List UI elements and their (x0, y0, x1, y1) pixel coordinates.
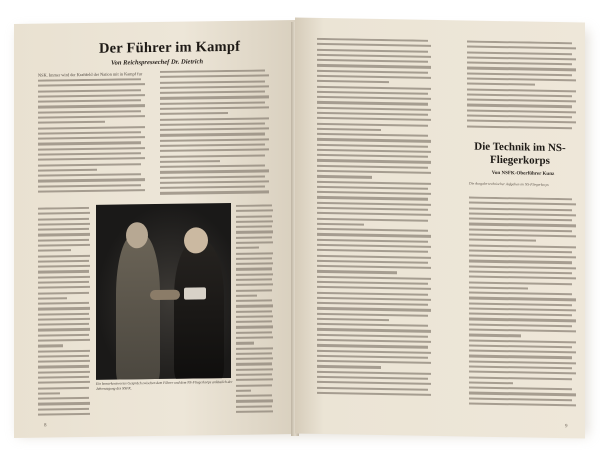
text-line (469, 323, 572, 327)
text-line (317, 112, 428, 116)
text-line (38, 365, 89, 368)
text-line (236, 321, 272, 324)
text-line (236, 400, 273, 403)
text-line (317, 170, 431, 174)
text-line (236, 373, 272, 376)
text-line (236, 215, 272, 218)
text-line (38, 152, 141, 156)
text-line (38, 328, 90, 331)
text-line (317, 307, 431, 311)
text-line (317, 297, 431, 301)
text-line (160, 85, 269, 89)
text-line (236, 268, 272, 271)
text-line (236, 394, 272, 397)
text-line (317, 291, 428, 295)
text-line (38, 313, 89, 316)
text-line (317, 228, 428, 232)
text-line (38, 260, 89, 263)
text-line (317, 223, 364, 226)
text-line (317, 143, 428, 147)
text-line (317, 365, 381, 368)
text-line (469, 381, 513, 384)
text-line (317, 276, 431, 280)
text-line (467, 109, 576, 113)
text-line (236, 310, 272, 313)
text-line (38, 169, 97, 172)
handshake (150, 290, 180, 300)
text-line (467, 56, 576, 60)
text-line (236, 284, 273, 287)
text-line (469, 334, 521, 337)
page-number-right: 9 (565, 424, 568, 430)
text-line (469, 270, 572, 274)
text-line (317, 302, 428, 306)
text-line (317, 159, 431, 163)
text-line (160, 180, 269, 184)
text-line (160, 143, 265, 147)
text-line (38, 270, 89, 273)
text-line (38, 360, 90, 363)
text-line (160, 112, 228, 115)
text-line (38, 286, 90, 289)
text-line (236, 231, 273, 234)
text-line (317, 344, 428, 348)
text-line (469, 239, 536, 242)
text-line (236, 278, 272, 281)
text-line (317, 149, 431, 153)
text-line (467, 88, 576, 92)
text-column-4-lower (469, 197, 579, 423)
text-line (317, 207, 428, 211)
text-line (317, 249, 428, 253)
text-line (160, 170, 269, 174)
text-line (38, 392, 60, 394)
text-line (317, 154, 428, 158)
text-line (38, 381, 90, 384)
text-line (317, 191, 431, 195)
text-line (317, 180, 431, 184)
text-line (38, 126, 145, 130)
text-line (467, 62, 572, 66)
figure-left (116, 234, 160, 380)
text-line (317, 128, 381, 131)
text-line (160, 175, 265, 179)
text-line (236, 368, 273, 371)
text-line (467, 46, 576, 50)
text-line (38, 402, 90, 405)
text-line (317, 75, 431, 79)
text-line (38, 297, 67, 300)
text-line (317, 386, 428, 390)
text-line (38, 78, 141, 82)
text-line (467, 114, 572, 118)
text-line (469, 281, 572, 285)
text-line (469, 228, 572, 232)
text-line (317, 233, 431, 237)
text-line (38, 413, 90, 416)
text-line (160, 96, 269, 100)
text-line (38, 136, 145, 140)
text-line (38, 94, 145, 98)
text-line (467, 104, 572, 108)
text-line (38, 207, 89, 210)
text-column-1-lower (38, 207, 92, 430)
text-line (317, 107, 431, 111)
text-line (469, 366, 572, 370)
text-line (469, 360, 576, 364)
text-line (317, 64, 431, 68)
article-intro-right: Die Ausgabe technischer Aufgaben im NS-Fliegerkorps (469, 181, 549, 187)
text-line (38, 223, 90, 226)
text-line (160, 133, 265, 137)
text-line (236, 358, 273, 361)
text-line (317, 260, 428, 264)
text-line (317, 392, 431, 396)
text-line (469, 212, 576, 216)
text-line (317, 38, 428, 42)
text-column-4-upper (467, 40, 579, 134)
text-line (317, 54, 431, 58)
text-line (317, 43, 431, 47)
photograph (96, 203, 231, 380)
right-page (295, 17, 585, 438)
text-line (467, 125, 572, 129)
text-line (38, 265, 90, 268)
text-line (469, 223, 576, 227)
text-line (469, 297, 576, 301)
text-column-1 (38, 78, 148, 204)
text-line (317, 381, 431, 385)
text-line (317, 202, 431, 206)
text-line (236, 252, 273, 255)
text-line (317, 133, 428, 137)
text-line (160, 75, 269, 79)
text-line (467, 120, 576, 124)
text-line (236, 315, 273, 318)
text-line (317, 212, 431, 216)
text-line (469, 276, 576, 280)
text-line (467, 83, 535, 86)
text-line (38, 89, 141, 93)
text-line (317, 254, 431, 258)
text-line (38, 244, 90, 247)
text-line (317, 59, 428, 63)
text-line (38, 249, 71, 252)
text-line (469, 329, 576, 333)
text-line (38, 178, 145, 182)
text-line (160, 122, 265, 126)
text-line (160, 165, 265, 169)
text-line (469, 265, 576, 269)
text-line (38, 212, 90, 215)
text-line (317, 91, 428, 95)
text-line (317, 186, 428, 190)
text-line (236, 247, 259, 250)
text-line (469, 202, 576, 206)
text-line (469, 339, 576, 343)
lead-line: NSK. Immer wird der Kraftfeld der Nation mit in Kampf fur (38, 71, 143, 78)
text-line (469, 318, 576, 322)
text-line (317, 270, 397, 274)
text-line (236, 225, 272, 228)
text-line (38, 291, 89, 294)
text-line (236, 384, 272, 387)
text-line (38, 233, 90, 236)
text-line (469, 197, 572, 201)
text-line (469, 249, 572, 253)
text-line (236, 410, 273, 413)
text-line (236, 405, 272, 408)
text-line (160, 128, 269, 132)
text-line (38, 349, 90, 352)
text-line (38, 302, 89, 305)
text-line (236, 363, 272, 366)
text-line (38, 355, 89, 358)
text-line (317, 281, 428, 285)
text-line (467, 99, 576, 103)
text-line (38, 254, 90, 257)
article-title-right: Die Technik im NS-Fliegerkorps (474, 140, 566, 167)
text-line (38, 276, 90, 279)
text-line (160, 91, 265, 95)
text-line (467, 77, 576, 81)
text-line (469, 260, 572, 264)
text-line (317, 48, 428, 52)
text-line (236, 305, 273, 308)
text-line (38, 163, 141, 167)
text-column-2-lower (236, 204, 274, 427)
text-column-3 (317, 38, 435, 420)
text-line (38, 397, 89, 400)
text-line (236, 220, 273, 223)
text-line (38, 228, 89, 231)
text-line (38, 115, 145, 119)
text-line (236, 204, 272, 207)
text-line (38, 189, 145, 193)
text-line (317, 122, 428, 126)
text-line (317, 70, 428, 74)
text-line (160, 191, 269, 195)
text-line (317, 328, 431, 332)
text-line (236, 262, 273, 265)
text-line (317, 334, 428, 338)
text-line (38, 105, 145, 109)
text-line (317, 96, 431, 100)
article-byline-right: Von NSFK-Oberführer Kunz (491, 170, 555, 177)
text-line (469, 233, 576, 237)
text-line (467, 51, 572, 55)
text-line (467, 72, 572, 76)
text-line (317, 239, 428, 243)
text-line (469, 387, 572, 391)
text-line (236, 273, 273, 276)
text-line (469, 307, 576, 311)
text-line (236, 257, 272, 260)
text-line (469, 255, 576, 259)
text-line (236, 336, 273, 339)
text-line (467, 93, 572, 97)
text-line (236, 342, 254, 344)
text-line (38, 386, 89, 389)
text-line (236, 210, 273, 213)
text-line (38, 339, 90, 342)
text-line (38, 142, 141, 146)
text-line (317, 117, 431, 121)
text-line (469, 350, 576, 354)
text-line (469, 292, 572, 296)
text-line (469, 397, 572, 401)
text-line (469, 402, 576, 406)
text-line (317, 318, 389, 321)
text-line (467, 67, 576, 71)
text-line (38, 334, 89, 337)
text-line (317, 360, 431, 364)
text-line (38, 99, 141, 103)
text-line (317, 244, 431, 248)
text-line (160, 80, 265, 84)
text-line (160, 69, 265, 73)
article-title-left: Der Führer im Kampf (99, 38, 241, 57)
text-line (317, 165, 428, 169)
text-line (38, 131, 141, 135)
text-line (236, 379, 273, 382)
text-line (38, 110, 141, 114)
text-line (38, 307, 90, 310)
text-line (317, 265, 431, 269)
text-line (317, 312, 428, 316)
text-line (236, 347, 273, 350)
text-line (236, 390, 251, 392)
text-line (38, 318, 90, 321)
text-line (160, 149, 269, 153)
text-line (317, 196, 428, 200)
text-line (317, 85, 431, 89)
text-line (236, 236, 272, 239)
figure-right (174, 241, 224, 380)
article-byline-left: Von Reichspressechef Dr. Dietrich (111, 58, 204, 67)
figure-left-head (126, 222, 148, 248)
text-line (469, 344, 572, 348)
text-line (160, 138, 269, 142)
text-line (38, 83, 145, 87)
text-line (38, 281, 89, 284)
text-line (469, 302, 572, 306)
armband (184, 287, 206, 299)
text-line (38, 323, 89, 326)
text-line (317, 339, 431, 343)
text-line (38, 121, 105, 124)
text-line (317, 286, 431, 290)
text-line (317, 175, 372, 178)
text-line (38, 147, 145, 151)
text-line (469, 371, 576, 375)
text-line (469, 392, 576, 396)
text-line (160, 160, 220, 163)
text-line (469, 313, 572, 317)
text-line (317, 371, 431, 375)
text-line (38, 157, 145, 161)
text-line (236, 289, 272, 292)
page-number-left: 8 (44, 423, 47, 429)
text-line (317, 217, 428, 221)
text-line (317, 138, 431, 142)
text-line (38, 408, 89, 411)
text-line (236, 241, 273, 244)
photo-caption: Ein bemerkenswertes Gespräch zwischen dem Führer und dem NS-Fliegerkorps anlässlich der Jahrestagung des NSFK. (96, 379, 233, 391)
text-line (160, 186, 265, 190)
text-line (38, 345, 63, 348)
text-line (160, 106, 269, 110)
text-line (469, 355, 572, 359)
text-line (469, 218, 572, 222)
text-line (160, 101, 265, 105)
text-line (38, 184, 141, 188)
text-line (317, 80, 389, 83)
text-line (160, 117, 269, 121)
text-line (467, 40, 572, 44)
text-line (38, 173, 141, 177)
text-line (317, 355, 428, 359)
text-column-2 (160, 69, 272, 202)
text-line (236, 352, 272, 355)
text-line (469, 376, 572, 380)
text-line (38, 239, 89, 242)
text-line (236, 331, 272, 334)
text-line (469, 286, 528, 289)
text-line (469, 244, 576, 248)
left-page (14, 20, 296, 438)
text-line (317, 323, 428, 327)
text-line (317, 101, 428, 105)
text-line (469, 207, 572, 211)
text-line (38, 376, 89, 379)
text-line (38, 371, 90, 374)
text-line (38, 217, 89, 220)
text-line (236, 299, 272, 302)
text-line (236, 326, 273, 329)
text-line (317, 376, 428, 380)
text-line (160, 154, 265, 158)
text-line (317, 349, 431, 353)
text-line (236, 294, 257, 296)
